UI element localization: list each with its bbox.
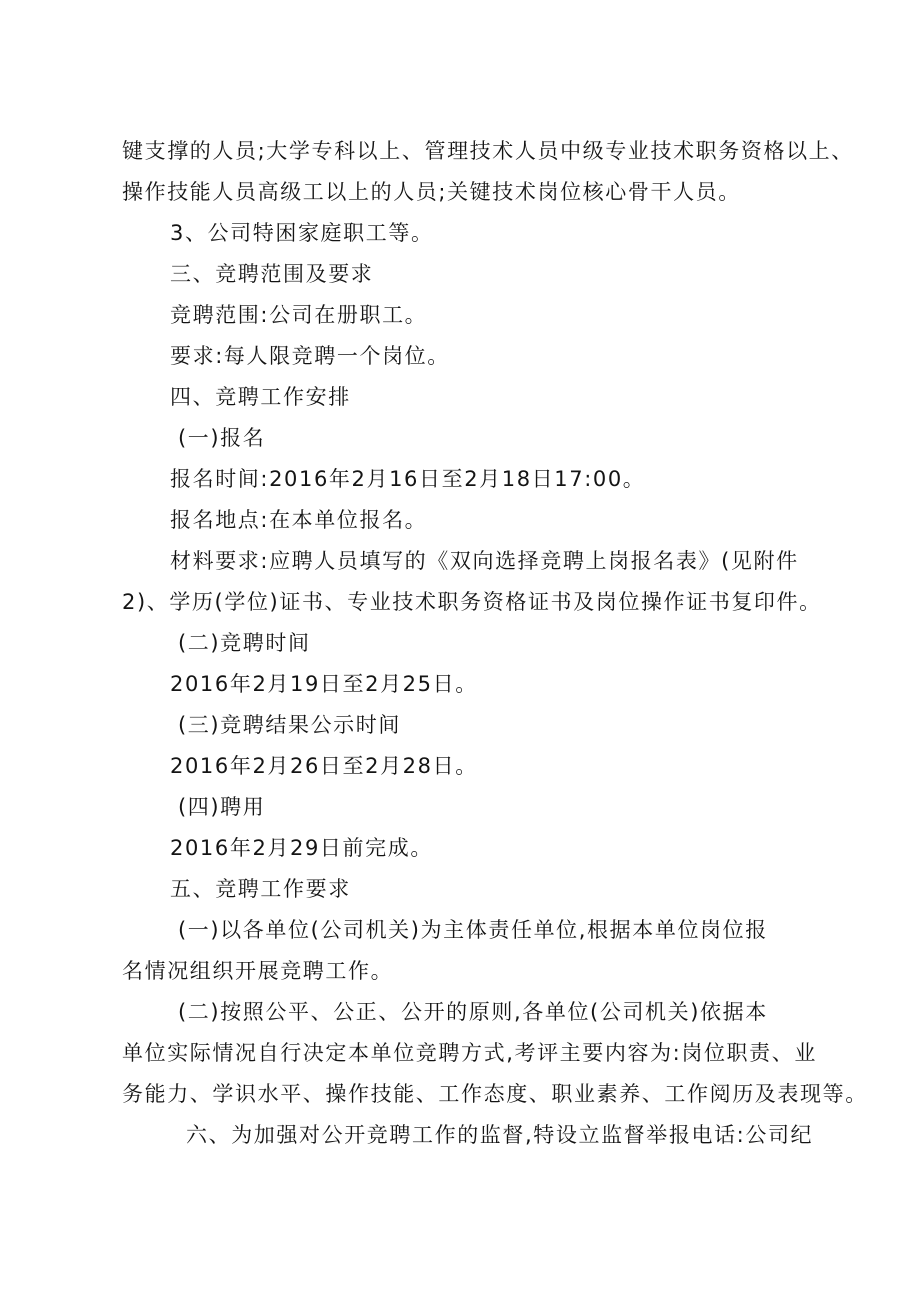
text-line: 报名地点:在本单位报名。 <box>170 508 428 532</box>
text-line: 2016年2月19日至2月25日。 <box>170 672 478 696</box>
text-line: 2016年2月26日至2月28日。 <box>170 754 478 778</box>
text-line: 务能力、学识水平、操作技能、工作态度、职业素养、工作阅历及表现等。 <box>122 1082 868 1106</box>
subsection-heading: (四)聘用 <box>178 795 266 819</box>
section-heading: 六、为加强对公开竞聘工作的监督,特设立监督举报电话:公司纪 <box>186 1123 814 1147</box>
text-line: 单位实际情况自行决定本单位竞聘方式,考评主要内容为:岗位职责、业 <box>122 1041 817 1065</box>
text-line: 名情况组织开展竞聘工作。 <box>122 959 394 983</box>
text-line: 3、公司特困家庭职工等。 <box>170 221 434 245</box>
text-line: 2016年2月29日前完成。 <box>170 836 433 860</box>
text-line: 操作技能人员高级工以上的人员;关键技术岗位核心骨干人员。 <box>122 180 741 204</box>
text-line: 材料要求:应聘人员填写的《双向选择竞聘上岗报名表》(见附件 <box>170 549 799 573</box>
section-heading: 三、竞聘范围及要求 <box>170 262 374 286</box>
text-line: (二)按照公平、公正、公开的原则,各单位(公司机关)依据本 <box>178 1000 768 1024</box>
section-heading: 四、竞聘工作安排 <box>170 385 351 409</box>
text-line: 键支撑的人员;大学专科以上、管理技术人员中级专业技术职务资格以上、 <box>122 139 854 163</box>
text-line: 竞聘范围:公司在册职工。 <box>170 303 428 327</box>
text-line: 2)、学历(学位)证书、专业技术职务资格证书及岗位操作证书复印件。 <box>122 590 822 614</box>
text-line: 要求:每人限竞聘一个岗位。 <box>170 344 450 368</box>
section-heading: 五、竞聘工作要求 <box>170 877 351 901</box>
subsection-heading: (二)竞聘时间 <box>178 631 311 655</box>
subsection-heading: (三)竞聘结果公示时间 <box>178 713 401 737</box>
text-line: 报名时间:2016年2月16日至2月18日17:00。 <box>170 467 646 491</box>
text-line: (一)以各单位(公司机关)为主体责任单位,根据本单位岗位报 <box>178 918 768 942</box>
subsection-heading: (一)报名 <box>178 426 266 450</box>
